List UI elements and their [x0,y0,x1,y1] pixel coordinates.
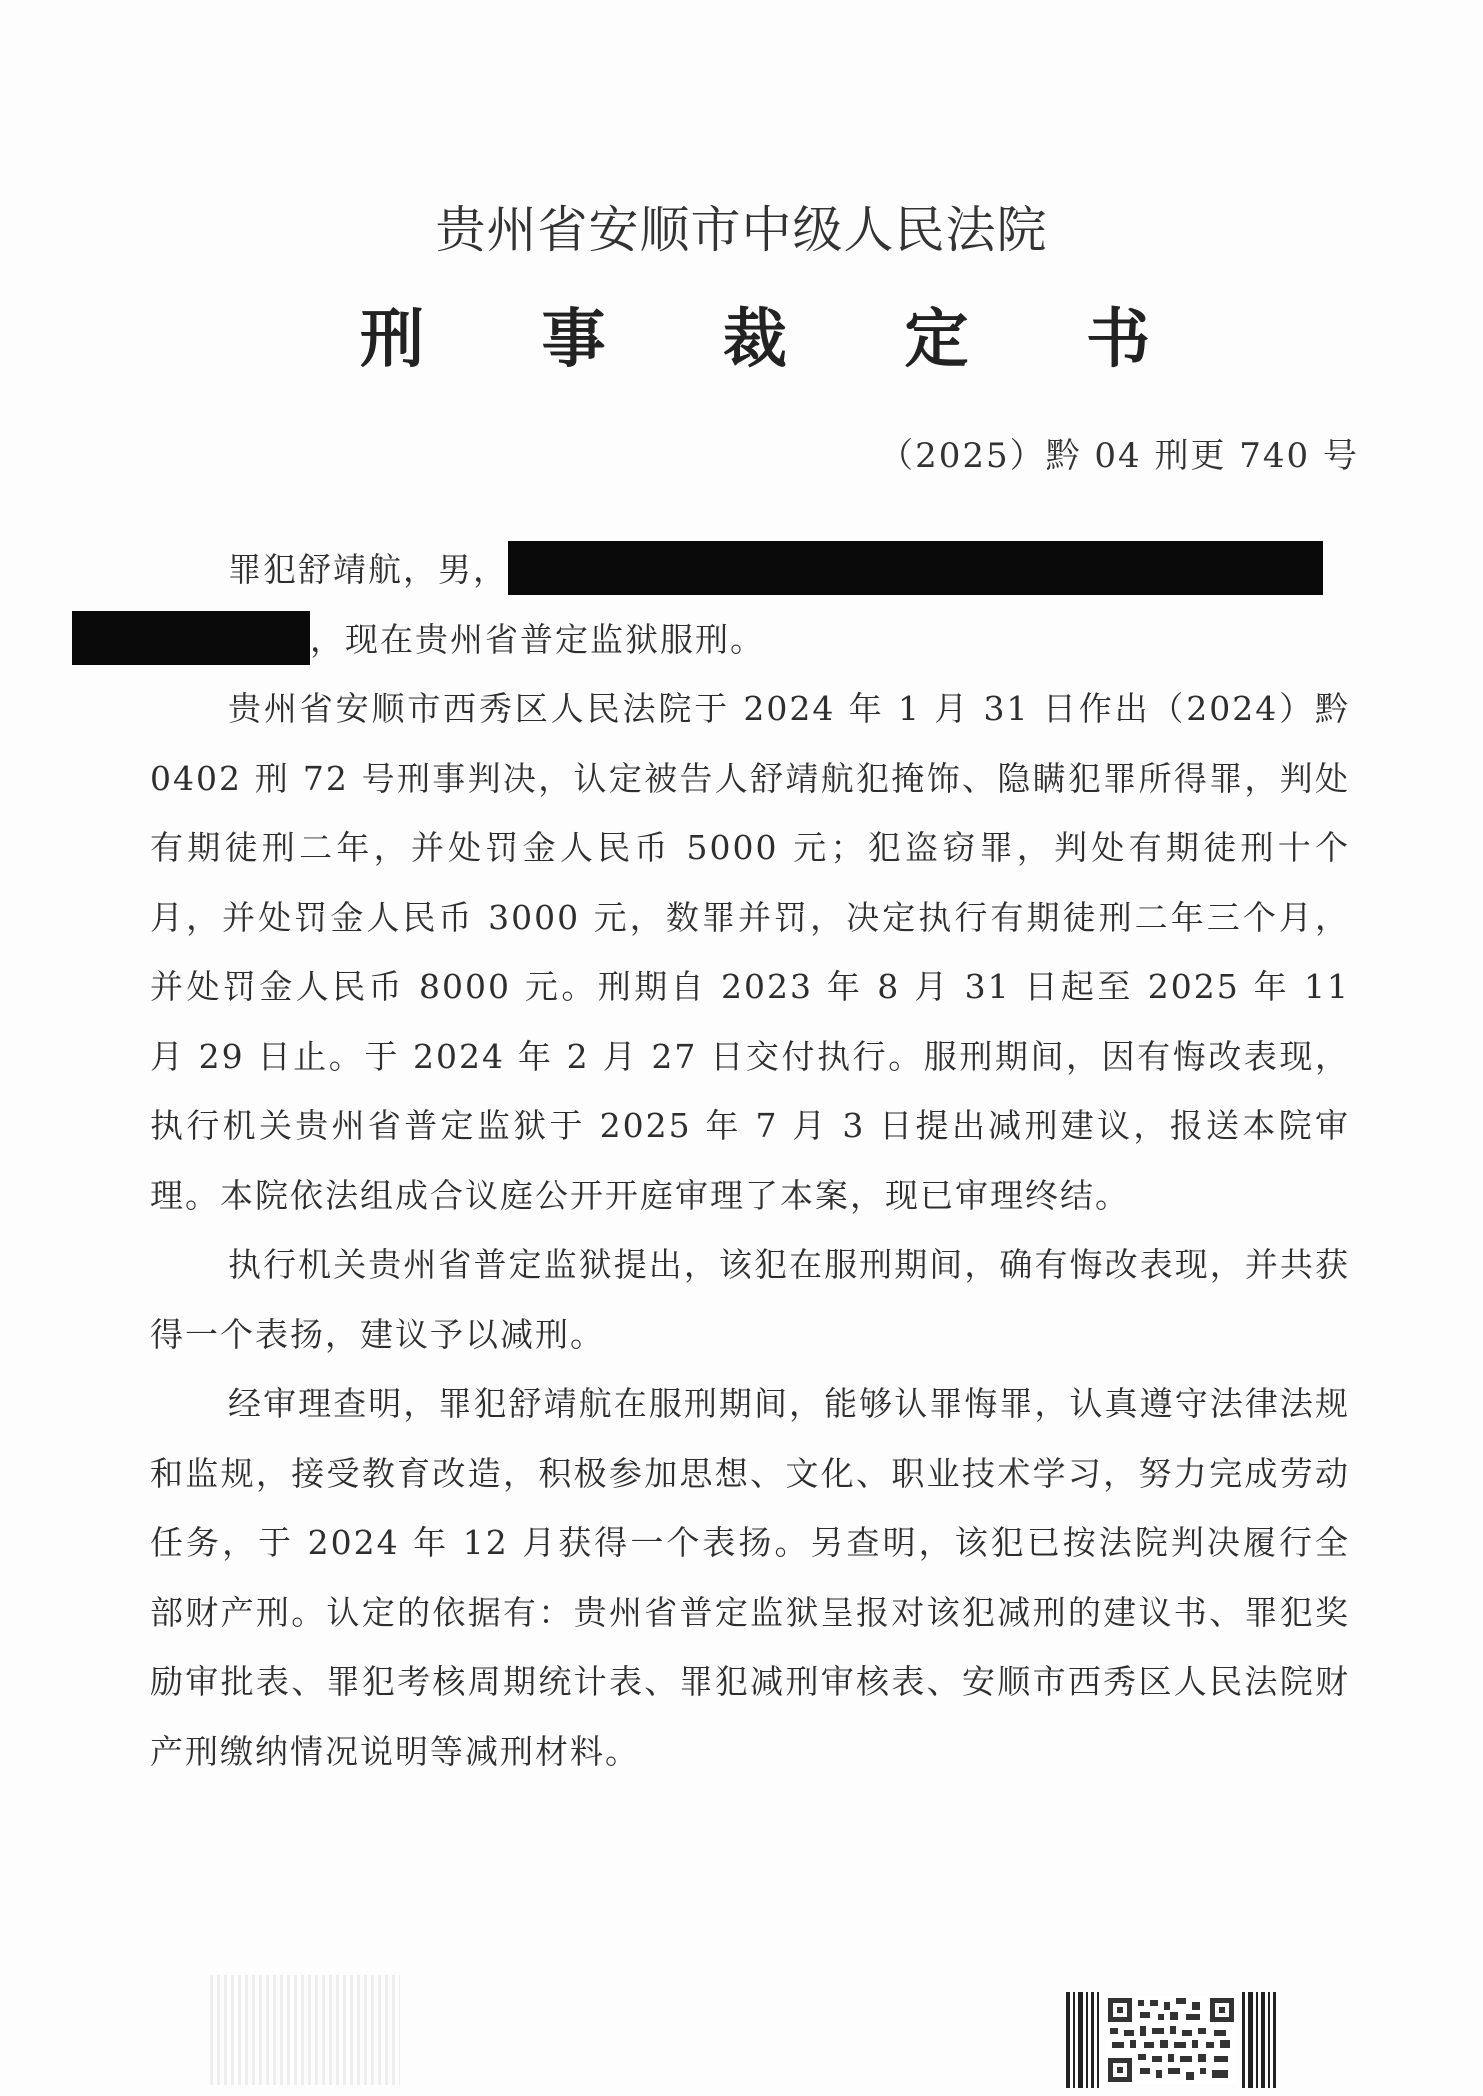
doc-type-char: 刑 [360,303,424,377]
defendant-intro: 罪犯舒靖航，男， [228,550,508,589]
redaction-block [72,611,310,665]
document-type-title [360,288,1150,380]
redaction-block [508,541,1323,595]
doc-type-char: 裁 [723,303,787,377]
paragraph-judgment: 贵州省安顺市西秀区人民法院于 2024 年 1 月 31 日作出（2024）黔 0402 刑 72 号刑事判决，认定被告人舒靖航犯掩饰、隐瞒犯罪所得罪，判处有期徒刑二年，并处罚金人民币 5000 元；犯盗窃罪，判处有期徒刑十个月，并处罚金人民币 3000 元，数罪并罚，决定执行有期徒刑二年三个月，并处罚金人民币 8000 元。刑期自 2023 年 8 月 31 日起至 2025 年 11 月 29 日止。于 2024 年 2 月 27 日交付执行。服刑期间，因有悔改表现，执行机关贵州省普定监狱于 2025 年 7 月 3 日提出减刑建议，报送本院审理。本院依法组成合议庭公开开庭审理了本案，现已审理终结。 [150,689,1350,1215]
case-number: （2025）黔 04 刑更 740 号 [879,436,1359,476]
doc-type-char: 定 [904,303,969,377]
doc-type-char: 书 [1086,303,1150,377]
paragraph-defendant [150,535,1350,674]
document-body [150,535,1350,1786]
faded-stamp-mark [210,1975,400,2085]
defendant-location: ，现在贵州省普定监狱服刑。 [310,619,765,659]
court-name: 贵州省安顺市中级人民法院 [435,201,1048,259]
barcode-icon [1066,1992,1276,2088]
paragraph-findings: 经审理查明，罪犯舒靖航在服刑期间，能够认罪悔罪，认真遵守法律法规和监规，接受教育改造，积极参加思想、文化、职业技术学习，努力完成劳动任务，于 2024 年 12 月获得一个表扬。另查明，该犯已按法院判决履行全部财产刑。认定的依据有：贵州省普定监狱呈报对该犯减刑的建议书、罪犯奖励审批表、罪犯考核周期统计表、罪犯减刑审核表、安顺市西秀区人民法院财产刑缴纳情况说明等减刑材料。 [150,1384,1350,1771]
doc-type-char: 事 [541,303,606,377]
paragraph-proposal: 执行机关贵州省普定监狱提出，该犯在服刑期间，确有悔改表现，并共获得一个表扬，建议予以减刑。 [150,1245,1350,1354]
